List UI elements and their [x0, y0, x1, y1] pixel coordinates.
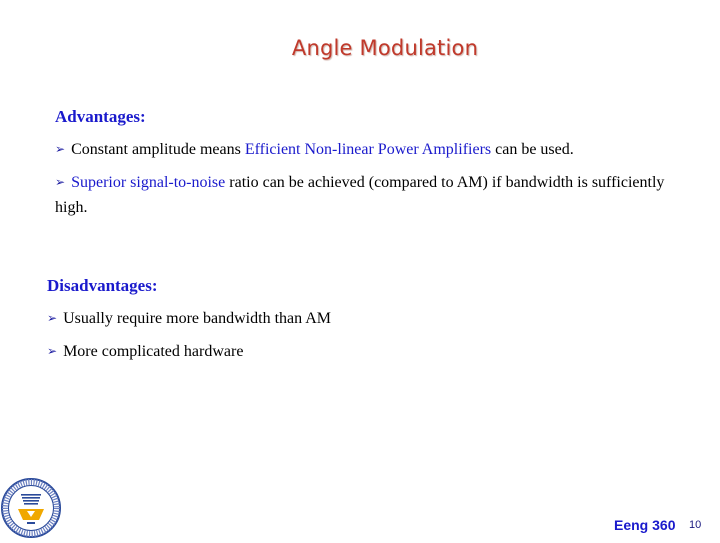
- disadvantage-item: [47, 339, 667, 364]
- disadvantage-text: Usually require more bandwidth than AM: [63, 310, 332, 327]
- university-seal-logo: [1, 478, 61, 538]
- arrowhead-bullet-icon: ➢: [47, 344, 58, 358]
- advantages-section: [55, 104, 675, 228]
- advantage-text: can be used.: [491, 141, 574, 158]
- arrowhead-bullet-icon: ➢: [55, 175, 66, 189]
- page-number: 10: [689, 519, 702, 531]
- advantage-item: [55, 137, 675, 162]
- seal-icon: [1, 478, 61, 538]
- arrowhead-bullet-icon: ➢: [47, 311, 58, 325]
- disadvantages-heading: Disadvantages:: [47, 276, 158, 295]
- slide-title: Angle Modulation: [291, 36, 479, 60]
- advantage-highlight: Superior signal-to-noise: [71, 174, 226, 191]
- advantage-item: [55, 170, 675, 220]
- disadvantage-text: More complicated hardware: [63, 343, 244, 360]
- disadvantage-item: [47, 306, 667, 331]
- advantage-highlight: Efficient Non-linear Power Amplifiers: [244, 141, 492, 158]
- advantage-text: Constant amplitude means: [71, 141, 245, 158]
- arrowhead-bullet-icon: ➢: [55, 142, 66, 156]
- disadvantages-section: [47, 273, 667, 372]
- advantages-heading: Advantages:: [55, 107, 146, 126]
- advantage-text: ratio can be achieved (compared to AM) if bandwidth is sufficiently high.: [55, 174, 665, 216]
- course-label: Eeng 360: [614, 517, 676, 533]
